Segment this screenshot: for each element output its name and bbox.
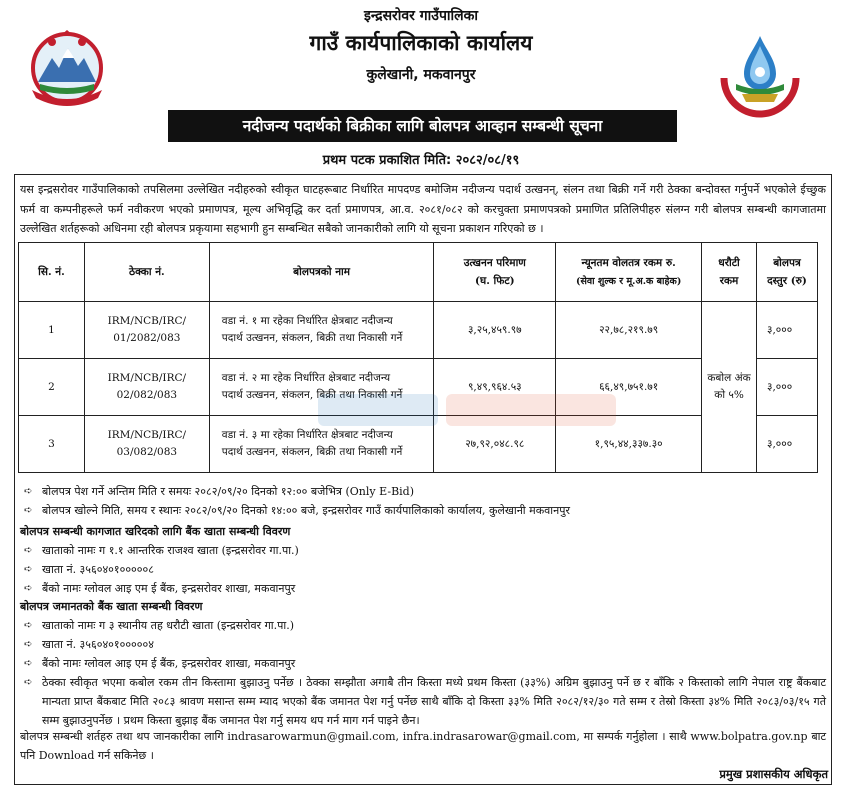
list-item xyxy=(20,482,826,501)
list-item xyxy=(20,673,826,730)
office-name: गाउँ कार्यपालिकाको कार्यालय xyxy=(309,31,533,55)
list-item xyxy=(20,579,826,598)
bank-guarantee-section xyxy=(20,598,826,730)
bank-name: बैंको नामः ग्लोवल आइ एम ई बैंक, इन्द्रसरोवर शाखा, मकवानपुर xyxy=(42,657,296,670)
list-item xyxy=(20,654,826,673)
row-contract-no xyxy=(84,359,209,416)
header-quantity xyxy=(434,243,556,302)
contact-paragraph: बोलपत्र सम्बन्धी शर्तहरु तथा थप जानकारीका लागि indrasarowarmun@gmail.com, infra.indrasarowar@gmail.com, मा सम्पर्क गर्नुहोला । साथै www.bolpatra.gov.np बाट पनि Download गर्न सकिनेछ । xyxy=(20,730,826,762)
intro-paragraph: यस इन्द्रसरोवर गाउँपालिकाको तपसिलमा उल्लेखित नदीहरुको स्वीकृत घाटहरूबाट निर्धारित मापदण्ड बमोजिम नदीजन्य पदार्थ उत्खनन्, संलन तथा बिक्री गर्ने गरी ठेक्का बन्दोवस्त गर्नुपर्ने भएकोले ईच्छुक फर्म वा कम्पनीहरूले फर्म नवीकरण भएको प्रमाणपत्र, मूल्य अभिवृद्धि कर दर्ता प्रमाणपत्र, आ.व. २०८१/०८२ को करचुक्ता प्रमाणपत्रको प्रमाणित प्रतिलिपीहरु संलग्न गरी बोलपत्र सम्बन्धी कागजातमा उल्लेखित शर्तहरूको अधिनमा रही बोलपत्र प्रकृयामा सहभागी हुन सम्बन्धित सबैको जानकारीको लागि यो सूचना प्रकाशन गरिएको छ । xyxy=(20,183,826,235)
arrow-icon: ➪ xyxy=(24,505,33,516)
name-line1: वडा नं. १ मा रहेका निर्धारित क्षेत्रबाट नदीजन्य xyxy=(221,315,393,327)
bank-doc-title: बोलपत्र सम्बन्धी कागजात खरिदको लागि बैंक खाता सम्बन्धी विवरण xyxy=(20,525,291,538)
row-fee: ३,००० xyxy=(757,302,818,359)
contract-line1: IRM/NCB/IRC/ xyxy=(107,429,187,441)
header-deposit-line1: धरौटी xyxy=(718,257,740,269)
name-line1: वडा नं. ३ मा रहेका निर्धारित क्षेत्रबाट नदीजन्य xyxy=(221,429,393,441)
contract-line1: IRM/NCB/IRC/ xyxy=(107,372,187,384)
bank-doc-section xyxy=(20,523,826,598)
table-header-row xyxy=(19,243,818,302)
account-name: खाताको नामः ग ३ स्थानीय तह धरौटी खाता (इन्द्रसरोवर गा.पा.) xyxy=(42,619,295,632)
deposit-cell xyxy=(702,302,757,473)
signatory-title: प्रमुख प्रशासकीय अधिकृत xyxy=(719,767,828,781)
row-fee: ३,००० xyxy=(757,416,818,473)
row-quantity: ९,४९,९६४.५३ xyxy=(434,359,556,416)
row-quantity: २७,९२,०४८.९८ xyxy=(434,416,556,473)
arrow-icon: ➪ xyxy=(24,486,33,497)
row-fee: ३,००० xyxy=(757,359,818,416)
header-quantity-line2: (घ. फिट) xyxy=(475,275,515,287)
row-quantity: ३,२५,४५९.९७ xyxy=(434,302,556,359)
arrow-icon: ➪ xyxy=(24,658,33,669)
header-deposit xyxy=(702,243,757,302)
letterhead xyxy=(0,6,842,106)
row-contract-no xyxy=(84,416,209,473)
arrow-icon: ➪ xyxy=(24,677,33,688)
header-min-rate xyxy=(556,243,702,302)
name-line2: पदार्थ उत्खनन, संकलन, बिक्री तथा निकासी गर्ने xyxy=(221,389,403,401)
submission-deadline: बोलपत्र पेश गर्ने अन्तिम मिति र समयः २०८२/०९/२० दिनको १२:०० बजेभित्र (Only E-Bid) xyxy=(42,485,415,498)
header-deposit-line2: रकम xyxy=(719,275,739,287)
watermark-logo-icon xyxy=(318,390,618,430)
tender-table xyxy=(18,242,818,473)
arrow-icon: ➪ xyxy=(24,620,33,631)
notice-title: नदीजन्य पदार्थको बिक्रीका लागि बोलपत्र आव्हान सम्बन्धी सूचना xyxy=(168,110,677,142)
list-item xyxy=(20,541,826,560)
publication-date: प्रथम पटक प्रकाशित मिति: २०८२/०८/१९ xyxy=(322,153,520,168)
header-name: बोलपत्रको नाम xyxy=(209,243,434,302)
arrow-icon: ➪ xyxy=(24,564,33,575)
row-sn: 3 xyxy=(19,416,85,473)
name-line1: वडा नं. २ मा रहेक निर्धारित क्षेत्रबाट नदीजन्य xyxy=(221,372,391,384)
header-quantity-line1: उत्खनन परिमाण xyxy=(463,257,526,269)
row-min-rate: २२,७८,२१९.७९ xyxy=(556,302,702,359)
row-min-rate: १,९५,४४,३३७.३० xyxy=(556,416,702,473)
bank-guarantee-title: बोलपत्र जमानतको बैंक खाता सम्बन्धी विवरण xyxy=(20,600,203,613)
header-fee xyxy=(757,243,818,302)
schedule-list xyxy=(20,482,826,520)
opening-schedule: बोलपत्र खोल्ने मिति, समय र स्थानः २०८२/०९/२० दिनको १४:०० बजे, इन्द्रसरोवर गाउँ कार्यपालिकाको कार्यालय, कुलेखानी मकवानपुर xyxy=(42,504,570,517)
account-number: खाता नं. ३५६०४०१०००००८ xyxy=(42,563,154,576)
arrow-icon: ➪ xyxy=(24,545,33,556)
bank-name: बैंको नामः ग्लोवल आइ एम ई बैंक, इन्द्रसरोवर शाखा, मकवानपुर xyxy=(42,582,296,595)
list-item xyxy=(20,501,826,520)
contract-line1: IRM/NCB/IRC/ xyxy=(107,315,187,327)
contract-line2: 01/2082/083 xyxy=(113,332,181,344)
row-contract-no xyxy=(84,302,209,359)
header-contract-no: ठेक्का नं. xyxy=(84,243,209,302)
list-item xyxy=(20,616,826,635)
row-sn: 1 xyxy=(19,302,85,359)
row-min-rate: ६६,४९,७५१.७१ xyxy=(556,359,702,416)
header-fee-line2: दस्तुर (रु) xyxy=(767,275,807,287)
municipality-name: इन्द्रसरोवर गाउँपालिका xyxy=(363,8,479,24)
deposit-line1: कबोल अंक xyxy=(707,372,751,384)
list-item xyxy=(20,560,826,579)
name-line2: पदार्थ उत्खनन, संकलन, बिक्री तथा निकासी गर्ने xyxy=(221,332,403,344)
contract-line2: 02/082/083 xyxy=(116,389,178,401)
header-min-rate-line2: (सेवा शुल्क र मू.अ.क बाहेक) xyxy=(575,275,682,287)
header-min-rate-line1: न्यूनतम वोलतत्र रकम रु. xyxy=(581,256,676,269)
name-line2: पदार्थ उत्खनन, संकलन, बिक्री तथा निकासी गर्ने xyxy=(221,446,403,458)
row-name xyxy=(209,302,434,359)
deposit-line2: को ५% xyxy=(714,389,744,401)
contract-line2: 03/082/083 xyxy=(116,446,178,458)
arrow-icon: ➪ xyxy=(24,639,33,650)
installment-terms: ठेक्का स्वीकृत भएमा कबोल रकम तीन किस्तामा बुझाउनु पर्नेछ । ठेक्का सम्झौता अगाबै तीन किस्ता मध्ये प्रथम किस्ता (३३%) अग्रिम बुझाउनु पर्ने छ र बाँकि २ किस्ताको लागि नेपाल राष्ट्र बैंकबाट मान्यता प्राप्त बैंकबाट मिति २०८३ श्रावण मसान्त सम्म म्याद भएको बैंक जमानत पेश गर्नु पर्नेछ साथै बाँकि दो किस्ता ३३% मिति २०८२/१२/३० गते सम्म र तेस्रो किस्ता ३४% मिति २०८३/०३/१५ गते सम्म बुझाउनुपर्नेछ । प्रथम किस्ता बुझाइ बैंक जमानत पेश गर्नु समय थप गर्न माग गर्न पाइने छैन। xyxy=(42,676,826,727)
account-name: खाताको नामः ग १.१ आन्तरिक राजश्व खाता (इन्द्रसरोवर गा.पा.) xyxy=(42,544,299,557)
header-fee-line1: बोलपत्र xyxy=(773,257,801,269)
row-sn: 2 xyxy=(19,359,85,416)
header-sn: सि. नं. xyxy=(19,243,85,302)
account-number: खाता नं. ३५६०४०१०००००४ xyxy=(42,638,154,651)
arrow-icon: ➪ xyxy=(24,583,33,594)
office-location: कुलेखानी, मकवानपुर xyxy=(366,67,476,83)
table-row xyxy=(19,302,818,359)
list-item xyxy=(20,635,826,654)
